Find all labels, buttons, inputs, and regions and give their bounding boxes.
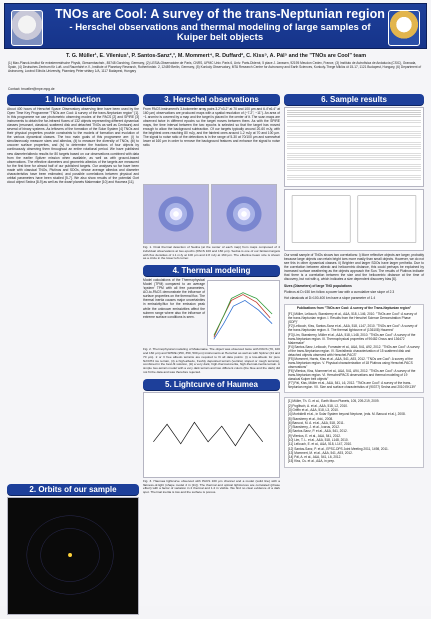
- haumea-lightcurve-figure: [143, 392, 280, 478]
- section-5-title: 5. Lightcurve of Haumea: [143, 379, 280, 390]
- reference-item: [11] Lellouch, E. et al., A&A, 518, L147, 2010.: [288, 442, 353, 447]
- reference-item: [8] Santos-Sanz, P. et al., A&A, 541, 2012.: [288, 429, 348, 434]
- reference-item: [5] Stansberry et al., ibid., 2008.: [288, 416, 334, 421]
- sedna-map-100um: [143, 184, 209, 244]
- section-6-title: 6. Sample results: [284, 94, 424, 105]
- table-1-body: [287, 120, 421, 180]
- publication-item[interactable]: [F7] Pál, Kiss, Müller et al., A&A, 541, L6, 2012. "TNOs are Cool": A survey of the trans-Neptunian region. VII. Size and surface characteristics of (90377) Sedna and 2010 EK139": [288, 381, 417, 390]
- column-2: [143, 94, 280, 495]
- reference-item: [7] Stansberry, J. et al., Icarus, 2012.: [288, 425, 340, 430]
- figure-1-caption: Fig. 1. Final thermal detection of Sedna (at the center of each map) from maps composed of 4 individual observations at two epochs (PACS 100 and 160 µm). Sedna is one of our faintest targets with flux densities of 1.1 mJy at 100 µm and 2.8 mJy at 160 µm. The effective beam size is shown as a circle in the lower left corner.: [143, 245, 280, 261]
- poster-subtitle: [45, 23, 395, 43]
- publication-item[interactable]: [F6] Vilenius, Kiss, Mommert et al., A&A, 541, A94, 2012. "TNOs are Cool": A survey of the trans-Neptunian region. VI. Herschel/PACS observations and thermal modeling of 19 classical Kuiper belt objects": [288, 369, 416, 381]
- reference-item: [10] Lim, T. L. et al., A&A, 518, L148, 2010.: [288, 438, 349, 442]
- author-list: T. G. Müller¹, E. Vilenius¹, P. Santos-Sanz²,³, M. Mommert⁴, R. Duffard², C. Kiss⁵, A. Pál⁵ and the "TNOs are Cool" team: [66, 53, 366, 59]
- reference-item: [9] Vilenius, E. et al., A&A, 541, 2012.: [288, 433, 341, 438]
- orbits-plot: [8, 498, 138, 614]
- section-2-title: 2. Orbits of our sample: [7, 484, 139, 495]
- publication-item[interactable]: [F2] Lellouch, Kiss, Santos-Sanz et al., A&A, 518, L147, 2010. "TNOs are Cool": A survey of the trans-Neptunian region. II. The thermal lightcurve of (136108) Haumea": [288, 324, 418, 333]
- publication-item[interactable]: [F1] Müller, Lellouch, Stansberry et al., A&A, 518, L146, 2010. "TNOs are Cool": A survey of the trans-Neptunian region. I. Results from the Herschel Science Demonstration Phase (SDP)": [288, 312, 417, 325]
- reference-item: [12] Santos-Sanz, P. et al., EPSC-DPS Joint Meeting 2011, 1498, 2011.: [288, 446, 389, 451]
- publication-item[interactable]: [F3] Lim, Stansberry, Müller et al., A&A, 518, L148, 2010. "TNOs are Cool": A survey of the trans-Neptunian region. III. Thermophysical properties of 90482 Orcus and 136472 Makemake": [288, 332, 416, 345]
- sedna-map-160um: [211, 184, 277, 244]
- reference-item: [2] Poglitsch, A. et al., A&A, 518, L2, 2010.: [288, 403, 348, 408]
- table-1-rows: [287, 110, 421, 118]
- publications-box: [284, 304, 424, 393]
- references-box: [284, 397, 424, 467]
- subtitle-line-2: Kuiper belt objects: [176, 32, 264, 43]
- column-1: [7, 94, 139, 615]
- section-4-title: 4. Thermal modeling: [143, 265, 280, 276]
- figure-3-caption: Fig. 3. Haumea lightcurve observed with PACS 100 µm channel and a model (solid line) with a flatness-of-light (shape model 2 in [11]). The thermal and optical lightcurves are correlated (phase effect) with a factor of variation in 2 thermal and 1.2 in visible. We find no clear evidence of a dark spot. Thermal inertia is low and the surface is porous.: [143, 478, 280, 495]
- publication-item[interactable]: [F4] Santos-Sanz, Lellouch, Fornasier et al., A&A, 541, A92, 2012. "TNOs are Cool": A survey of the trans-Neptunian region. IV. Size/albedo characterization of 15 scattered disk and detached objects observed with Herschel-PACS": [288, 344, 420, 357]
- figure-2-caption: Fig. 2. Thermophysical modeling of Makemake. The object was observed twice with PACS (70, 100 and 160 µm) and SPIRE (250, 350, 500 µm) instruments at Herschel as well as with Spitzer (24 and 70 µm). 2 or 3 free albedo terrains are required to fit all data points: (i) a low-albedo for pure N2/CH4 ice terrain, (ii) a high-albedo, freshly deposited terrain (vertical, sloped or rough terrains), combined in the best-fit solution, (iii) a very dark, high-thermal-inertia, high-thermal-inertia terrain. A simple two-terrain model with a very dark terrain and two different colors (the blue and the dark) did not fit the data and was therefore rejected.: [143, 347, 280, 374]
- section-4-text: Model calculations of the Thermophysical Model (TPM) compared to an average 'system' TPM with all free parameters, AO-to-PACS demonstrate the influence of surface properties on the thermal flux. The thermal inertia causes major uncertainties in emissivity/flux for the emission peak while the unknown emissivities affect the submm range where also the influence of extreme surface conditions is seen.: [143, 278, 205, 319]
- reference-item: [3] Griffin et al., A&A, 518, L3, 2010.: [288, 407, 339, 412]
- publications-title: Publications from "TNOs are Cool: A survey of the Trans-Neptunian region": [296, 306, 412, 311]
- makemake-sed-plot: [207, 280, 280, 346]
- reference-item: [6] Barucci, M. A. et al., A&A, 518, 2011.: [288, 420, 345, 425]
- reference-item: [4] Morbidelli et al., in Solar System beyond Neptune, (eds. M. Barucci et al.), 2008.: [288, 412, 406, 417]
- results-table-2: [284, 189, 424, 251]
- section-1-title: 1. Introduction: [7, 94, 139, 105]
- reference-item: [14] Pál, A. et al., A&A, 541, L6, 2012.: [288, 455, 342, 460]
- column-3: [284, 94, 424, 468]
- section-3-text: From PACS instrument's 3-bolometer array pairs 3.2"x3.2" at 70 and 100 µm and 6.4"x6.4" at 160 µm) observations are produced maps with a spatial resolution of (~7.2", ~11"). An area of ~1 arcmin² is covered by a map and the target is placed in the center of it. The scan maps are observed twice in different epochs so the target moves between them. As with the SPIRE maps, the time interval between the two epochs is selected so that the target has moved enough to allow the background subtraction. Of our targets typically around 20-60 mJy, with the brightest ones reaching 80 mJy, and the faintest ones around 1-2 mJy at 70 and 100 µm. The signal to noise ratio of the detections is in the range of 5-30 at 70/100 µm and somewhat lower at 160 µm in order to remove the background features and enhance the signal to noise ratio.: [143, 107, 280, 148]
- publication-item[interactable]: [F5] Mommert, Harris, Kiss et al., A&A, 541, A93, 2012. "TNOs are Cool": A survey of the trans-Neptunian region. V. Physical characterization of 18 Plutinos using Herschel-PACS observations": [288, 356, 413, 369]
- orbits-figure: [7, 497, 139, 615]
- poster-title: TNOs are Cool: A survey of the trans-Neptunian region: [54, 7, 386, 21]
- lightcurve-plot-area: [144, 393, 279, 477]
- sizes-bullet-1: Plutinos at D>150 km follow a power law with a cumulative size slope of 2.3: [284, 290, 395, 295]
- sizes-bullet-2: Hot classicals at D>100-400 km have a slope parameter of 1.4: [284, 296, 376, 301]
- reference-item: [13] Mommert, M. et al., A&A, 541, A93, 2012.: [288, 450, 353, 455]
- section-6-text: Our small sample of TNOs shows two correlations: i) More reflective objects are larger, probably because large objects can retain bright ices more easily than small objects. However, we do not see this in other dynamical classes. ii) Brighter and larger SDOs have larger perihelia. Due to the correlation between albedo and heliocentric distance, this could perhaps be explained by increased surface weathering as the objects approach the Sun. The results of Plutinos indicate that there is a correlation between the size and the heliocentric distance at the time of discovery, but not with q, which indicates a size dependent discovery bias [6].: [284, 253, 424, 282]
- sed-plot-area: [208, 281, 279, 345]
- section-1-text: About 400 hours of Herschel Space Observatory observing time have been used by the Open Time Key Programme "TNOs are Cool: A survey of the trans-Neptunian region" [1]. In this programme we use photometric observing modes of the PACS [2] and SPIRE [3] instruments to obtain the far-infrared fluxes of 132 objects representing different dynamical classes (resonant, classical, scattered disk and detached TNOs as well as Centaurs) and several of binary systems. As leftovers of the formation of the Solar System [4] TNOs and their physical properties provide constraints to the models of formation and evolution of the various dynamical classes. The two main goals of this programme are: (i) to simultaneously measure sizes and albedos, (ii) to measure the diversity of TNOs, (iii) to uncover surface properties, and (iv) to determine the fractions of four objects by continuously observing them throughout an entire rotational period. We have published new diameter/albedo results for 80 targets based on our observations combined with data from the earlier Spitzer mission when available, as well as with ground-based observations. The effective diameters and geometric albedos of the targets are measured for the first time for almost half of our published targets. Our analyses so far have been made with classical TNOs, Plutinos and SDOs, whose average albedos and diameter characteristics have been estimated, and possible correlations between physical and orbital parameters have been studied [5-7]. We also show results of the potential Oort cloud object Sedna [8-9] as well as the dwarf planets Makemake [10] and Haumea [11].: [7, 107, 139, 184]
- affiliations: (1) Max-Planck-Institut für extraterrestrische Physik, Giessenbachstr., 85748 Garching, Germany, (2) LESIA-Observatoire de Paris, CNRS, UPMC Univ. Paris 6, Univ. Paris-Diderot, 5 place J. Janssen, 92195 Meudon Cedex, France, (3) Instituto de Astrofísica de Andalucía (CSIC), Granada, Spain, (4) Deutsches Zentrum für Luft- und Raumfahrt e.V., Institute of Planetary Research, Rutherfordstr. 2, 12489 Berlin, Germany, (5) Konkoly Observatory, MTA Research Centre for Astronomy and Earth Sciences, Konkoly-Thege Miklós út 15-17, 1121 Budapest, Hungary, (6) Department of Astronomy, Loránd Eötvös University, Pázmány Péter sétány 1/A, 1117 Budapest, Hungary: [8, 61, 422, 73]
- results-table-1: [284, 107, 424, 187]
- subtitle-line-1: - Herschel observations and thermal modeling of large samples of: [69, 22, 371, 33]
- reference-item: [1] Müller, Th. G. et al., Earth Moon Planets, 105, 209-219, 2009.: [288, 399, 380, 404]
- herschel-logo: [388, 10, 420, 46]
- section-3-title: 3. Herschel observations: [143, 94, 280, 105]
- sizes-heading: Sizes (Diameters) of large TNO populations: [284, 284, 352, 289]
- sedna-maps: [143, 184, 280, 244]
- reference-item: [15] Kiss, Cs. et al., A&A, in prep.: [288, 459, 335, 464]
- albedo-plots: [285, 190, 423, 250]
- contact-email[interactable]: Contact: tmueller@mpe.mpg.de: [8, 87, 55, 91]
- mpe-logo: [11, 10, 43, 46]
- header-banner: [4, 3, 427, 49]
- section-4-body: [143, 278, 280, 346]
